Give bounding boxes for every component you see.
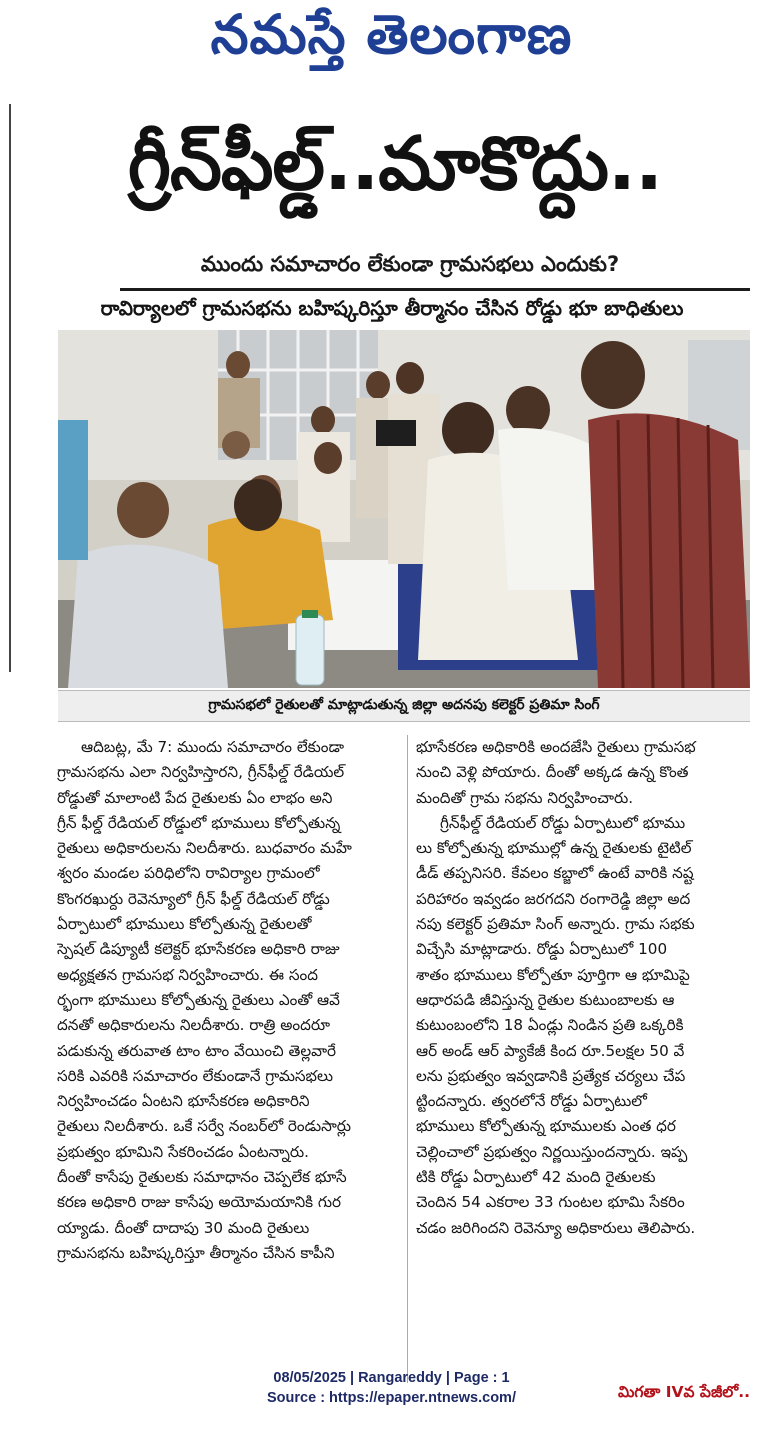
article-line: దనతో అధికారులను నిలదీశారు. రాత్రి అందరూ: [57, 1016, 330, 1035]
article-line: డీడ్ తప్పనిసరి. కేవలం కబ్జాలో ఉంటే వారికి నష్ట: [416, 864, 694, 883]
article-line: నుంచి వెళ్లి పోయారు. దీంతో అక్కడ ఉన్న కొంత: [416, 763, 689, 782]
article-line: మందితో గ్రామ సభను నిర్వహించారు.: [416, 788, 634, 807]
deck: [22, 293, 762, 327]
article-line: శాతం భూములు కోల్పోతూ పూర్తిగా ఆ భూమిపై: [416, 965, 690, 984]
article-line: రైతులు అధికారులను నిలదీశారు. బుధవారం మహే: [57, 839, 352, 858]
subheadline: [150, 250, 670, 284]
article-line: చెందిన 54 ఎకరాల 33 గుంటల భూమి సేకరిం: [416, 1193, 685, 1212]
article-line: రోడ్డుతో మాలాంటి పేద రైతులకు ఏం లాభం అని: [57, 788, 333, 807]
article-line: య్యాడు. దీంతో దాదాపు 30 మంది రైతులు: [57, 1218, 310, 1237]
article-line: గ్రీన్‌ఫీల్డ్ రేడియల్ రోడ్డు ఏర్పాటులో భూము: [440, 813, 686, 832]
photo-caption: [58, 690, 750, 722]
article-line: లు కోల్పోతున్న భూముల్లో ఉన్న రైతులకు టైటిల్: [416, 839, 692, 858]
continuation-note: మిగతా IVవ పేజీలో..: [617, 1383, 750, 1401]
headline: [20, 108, 770, 238]
article-line: అధ్యక్షతన గ్రామసభ నిర్వహించారు. ఈ సంద: [57, 965, 318, 984]
article-line: కుటుంబంలోని 18 ఏండ్లు నిండిన ప్రతి ఒక్కరికి: [416, 1016, 684, 1035]
article-line: స్పెషల్ డిప్యూటీ కలెక్టర్ భూసేకరణ అధికారి రాజు: [57, 940, 340, 959]
article-line: టికి రోడ్డు ఏర్పాటులో 42 మంది రైతులకు: [416, 1168, 656, 1187]
article-line: కొంగరఖుర్దు రెవెన్యూలో గ్రీన్ ఫీల్డ్ రేడియల్ రోడ్డు: [57, 889, 330, 908]
article-line: ట్టిందన్నారు. త్వరలోనే రోడ్డు ఏర్పాటులో: [416, 1092, 647, 1111]
article-line: ఏర్పాటులో భూములు కోల్పోతున్న రైతులతో: [57, 915, 312, 934]
newspaper-logo: నమస్తే తెలంగాణ: [210, 2, 573, 66]
article-line: కరణ అధికారి రాజు కాసేపు అయోమయానికి గుర: [57, 1193, 342, 1212]
subheadline-text: ముందు సమాచారం లేకుండా గ్రామసభలు ఎందుకు?: [200, 252, 620, 276]
article-line: చెల్లించాలో ప్రభుత్వం నిర్ణయిస్తుందన్నారు. ఇప్ప: [416, 1142, 688, 1161]
left-rule: [9, 104, 11, 672]
subheadline-underline: [120, 288, 750, 291]
masthead: [0, 0, 783, 82]
article-column-right: [416, 735, 752, 1241]
article-line: గ్రామసభను ఎలా నిర్వహిస్తారని, గ్రీన్‌ఫీల్డ్ రేడియల్: [57, 763, 345, 782]
article-line: గ్రీన్ ఫీల్డ్ రేడియల్ రోడ్డులో భూములు కోల్పోతున్న: [57, 813, 341, 832]
article-line: నిర్వహించడం ఏంటని భూసేకరణ అధికారిని: [57, 1092, 310, 1111]
article-line: చడం జరిగిందని రెవెన్యూ అధికారులు తెలిపారు.: [416, 1218, 696, 1237]
article-line: ర్భంగా భూములు కోల్పోతున్న రైతులు ఎంతో ఆవే: [57, 990, 340, 1009]
photo-caption-text: గ్రామసభలో రైతులతో మాట్లాడుతున్న జిల్లా అదనపు కలెక్టర్ ప్రతిమా సింగ్: [208, 696, 600, 713]
article-line: పరిహారం ఇవ్వడం జరగదని రంగారెడ్డి జిల్లా అద: [416, 889, 691, 908]
article-line: సరికి ఎవరికి సమాచారం లేకుండానే గ్రామసభలు: [57, 1066, 333, 1085]
article-line: దీంతో కాసేపు రైతులకు సమాధానం చెప్పలేక భూసే: [57, 1168, 347, 1187]
article-line: గ్రామసభను బహిష్కరిస్తూ తీర్మానం చేసిన కాపీని: [57, 1243, 335, 1262]
article-line: రైతులు నిలదీశారు. ఒకే సర్వే నంబర్‌లో రెండుసార్లు: [57, 1117, 352, 1136]
article-line: ఆధారపడి జీవిస్తున్న రైతుల కుటుంబాలకు ఆ: [416, 990, 675, 1009]
article-line: భూసేకరణ అధికారికి అందజేసి రైతులు గ్రామసభ: [416, 738, 696, 756]
article-column-left: [57, 735, 397, 1266]
article-line: భూములు కోల్పోతున్న భూములకు ఎంత ధర: [416, 1117, 676, 1136]
article-line: నపు కలెక్టర్ ప్రతిమా సింగ్ అన్నారు. గ్రామ సభకు: [416, 915, 695, 934]
news-photo: [58, 330, 750, 688]
article-line: ప్రభుత్వం భూమిని సేకరించడం ఏంటన్నారు.: [57, 1142, 309, 1161]
headline-text: గ్రీన్‌ఫీల్డ్..మాకొద్దు..: [127, 121, 663, 207]
article-line: శ్వరం మండల పరిధిలోని రావిర్యాల గ్రామంలో: [57, 864, 320, 883]
article-line: లను ప్రభుత్వం ఇవ్వడానికి ప్రత్యేక చర్యలు చేప: [416, 1066, 686, 1085]
footer-edition-info: 08/05/2025 | Rangareddy | Page : 1: [273, 1370, 510, 1386]
column-divider: [407, 735, 408, 1383]
page-footer: [0, 1368, 783, 1418]
article-line: ఆదిబట్ల, మే 7: ముందు సమాచారం లేకుండా: [81, 738, 344, 756]
article-line: పడుకున్న తరువాత టాం టాం వేయించి తెల్లవారే: [57, 1041, 337, 1060]
deck-text: రావిర్యాలలో గ్రామసభను బహిష్కరిస్తూ తీర్మానం చేసిన రోడ్డు భూ బాధితులు: [100, 295, 684, 320]
article-line: ఆర్ అండ్ ఆర్ ప్యాకేజీ కింద రూ.5లక్షల 50 వే: [416, 1041, 685, 1060]
news-photo-image: [58, 330, 750, 688]
article-line: విచ్చేసి మాట్లాడారు. రోడ్డు ఏర్పాటులో 100: [416, 940, 668, 959]
footer-source-link[interactable]: Source : https://epaper.ntnews.com/: [267, 1390, 516, 1406]
